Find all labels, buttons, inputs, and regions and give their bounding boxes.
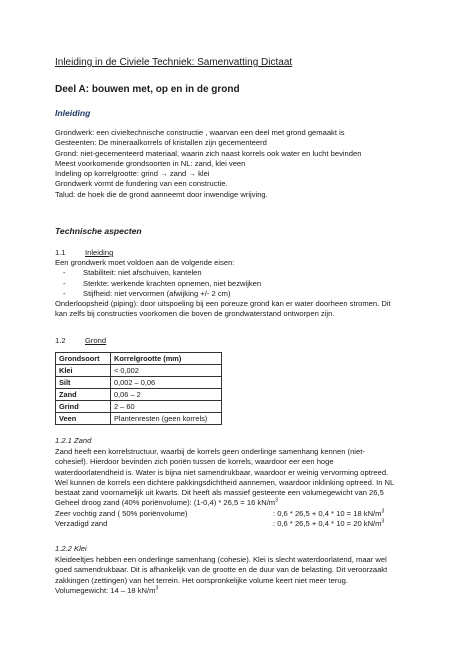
zand-line: waterdoorlatendheid is. Water is bijna niet samendrukbaar, waardoor er weinig vervorming optreed. xyxy=(55,467,389,477)
grain-size-cell: 2 – 60 xyxy=(111,401,222,413)
intro-line: Gesteenten: De mineraalkorrels of kristallen zijn gecementeerd xyxy=(55,138,267,148)
list-item: - Stijfheid: niet vervormen (afwijking +/- 2 cm) xyxy=(63,288,231,298)
calc-line-dry: Geheel droog zand (40% poriënvolume): (1-0,4) * 26,5 = 16 $kN/m^3$ xyxy=(55,497,278,508)
klei-volume-line: Volumegewicht: 14 – 18 $kN/m^3$ xyxy=(55,585,159,595)
zand-paragraph xyxy=(55,447,394,529)
zand-line: cohesief). Hierdoor bevinden zich poriën tussen de korrels, waardoor eer een hoge xyxy=(55,457,334,467)
list-item: - Stabiliteit: niet afschuiven, kantelen xyxy=(63,268,202,278)
section-1-1-body xyxy=(55,258,391,320)
intro-line: Indeling op korrelgrootte: grind → zand → klei xyxy=(55,169,210,179)
section-title: Grond xyxy=(85,336,107,345)
table-header-row xyxy=(56,353,222,365)
intro-paragraph xyxy=(55,128,361,200)
klei-line: zakkingen (zettingen) van het terrein. Het oorspronkelijke volume keert niet meer terug. xyxy=(55,575,348,585)
klei-paragraph xyxy=(55,555,387,596)
intro-line: Meest voorkomende grondsoorten in NL: zand, klei veen xyxy=(55,158,246,168)
tech-heading: Technische aspecten xyxy=(55,226,142,236)
grain-size-cell: 0,06 – 2 xyxy=(111,389,222,401)
zand-line: Wel kunnen de korrels een dichtere pakkingsdichtheid aannemen, waardoor inklinking optreed. In NL xyxy=(55,477,395,487)
intro-line: Talud: de hoek die de grond aanneemt door inwendige wrijving. xyxy=(55,189,268,199)
soil-type-cell: Zand xyxy=(56,389,111,401)
section-number: 1.1 xyxy=(55,248,66,257)
intro-line: Grondwerk vormt de fundering van een constructie. xyxy=(55,179,228,189)
klei-line: goed samendrukbaar. Dit is afhankelijk van de grootte en de duur van de belasting. Dit veroorzaakt xyxy=(55,565,388,575)
soil-type-cell: Klei xyxy=(56,365,111,377)
piping-line: Onderloopsheid (piping): door uitspoeling bij een poreuze grond kan er water doorheen stromen. Dit xyxy=(55,299,391,309)
table-row xyxy=(56,389,222,401)
calc-line-moist: Zeer vochtig zand ( 50% poriënvolume) : 0,6 * 26,5 + 0,4 * 10 = 18 $kN/m^3$ xyxy=(55,508,385,518)
table-row xyxy=(56,377,222,389)
subsection-heading-klei: 1.2.2 Klei xyxy=(55,544,87,553)
table-header-cell: Korrelgrootte (mm) xyxy=(111,353,222,365)
table-row xyxy=(56,365,222,377)
piping-line: kan zelfs bij constructies voorkomen die boven de grondwaterstand ontworpen zijn. xyxy=(55,309,335,319)
section-number: 1.2 xyxy=(55,336,66,345)
grain-size-table xyxy=(55,352,222,425)
zand-line: bestaat zand voornamelijk uit kwarts. Dit heeft als massief gesteente een volumegewicht van 26,5 xyxy=(55,488,384,498)
document-title: Inleiding in de Civiele Techniek: Samenvatting Dictaat xyxy=(55,57,293,68)
part-heading: Deel A: bouwen met, op en in de grond xyxy=(55,84,240,95)
calc-line-saturated: Verzadigd zand : 0,6 * 26,5 + 0,4 * 10 = 20 $kN/m^3$ xyxy=(55,518,385,529)
intro-heading: Inleiding xyxy=(55,108,91,118)
soil-type-cell: Silt xyxy=(56,377,111,389)
list-item: - Sterkte: werkende krachten opnemen, niet bezwijken xyxy=(63,278,262,288)
section-heading-1-1 xyxy=(55,248,113,257)
intro-line: Grondwerk: een civieltechnische constructie , waarvan een deel met grond gemaakt is xyxy=(55,128,345,137)
soil-type-cell: Veen xyxy=(56,413,111,425)
table-row xyxy=(56,413,222,425)
grain-size-cell: Plantenresten (geen korrels) xyxy=(111,413,222,425)
table-row xyxy=(56,401,222,413)
requirements-intro: Een grondwerk moet voldoen aan de volgende eisen: xyxy=(55,258,235,267)
zand-line: Zand heeft een korrelstructuur, waarbij de korrels geen onderlinge samenhang kennen (niet- xyxy=(55,447,365,456)
intro-line: Grond: niet-gecementeerd materiaal, waarin zich naast korrels ook water en lucht bevinden xyxy=(55,148,362,158)
subsection-heading-zand: 1.2.1 Zand xyxy=(55,436,92,445)
soil-type-cell: Grind xyxy=(56,401,111,413)
klei-line: Kleideeltjes hebben een onderlinge samenhang (cohesie). Klei is slecht waterdoorlatend, maar wel xyxy=(55,555,387,564)
table-header-cell: Grondsoort xyxy=(56,353,111,365)
section-heading-1-2 xyxy=(55,336,106,345)
grain-size-cell: 0,002 – 0,06 xyxy=(111,377,222,389)
grain-size-cell: < 0,002 xyxy=(111,365,222,377)
section-title: Inleiding xyxy=(85,248,114,257)
